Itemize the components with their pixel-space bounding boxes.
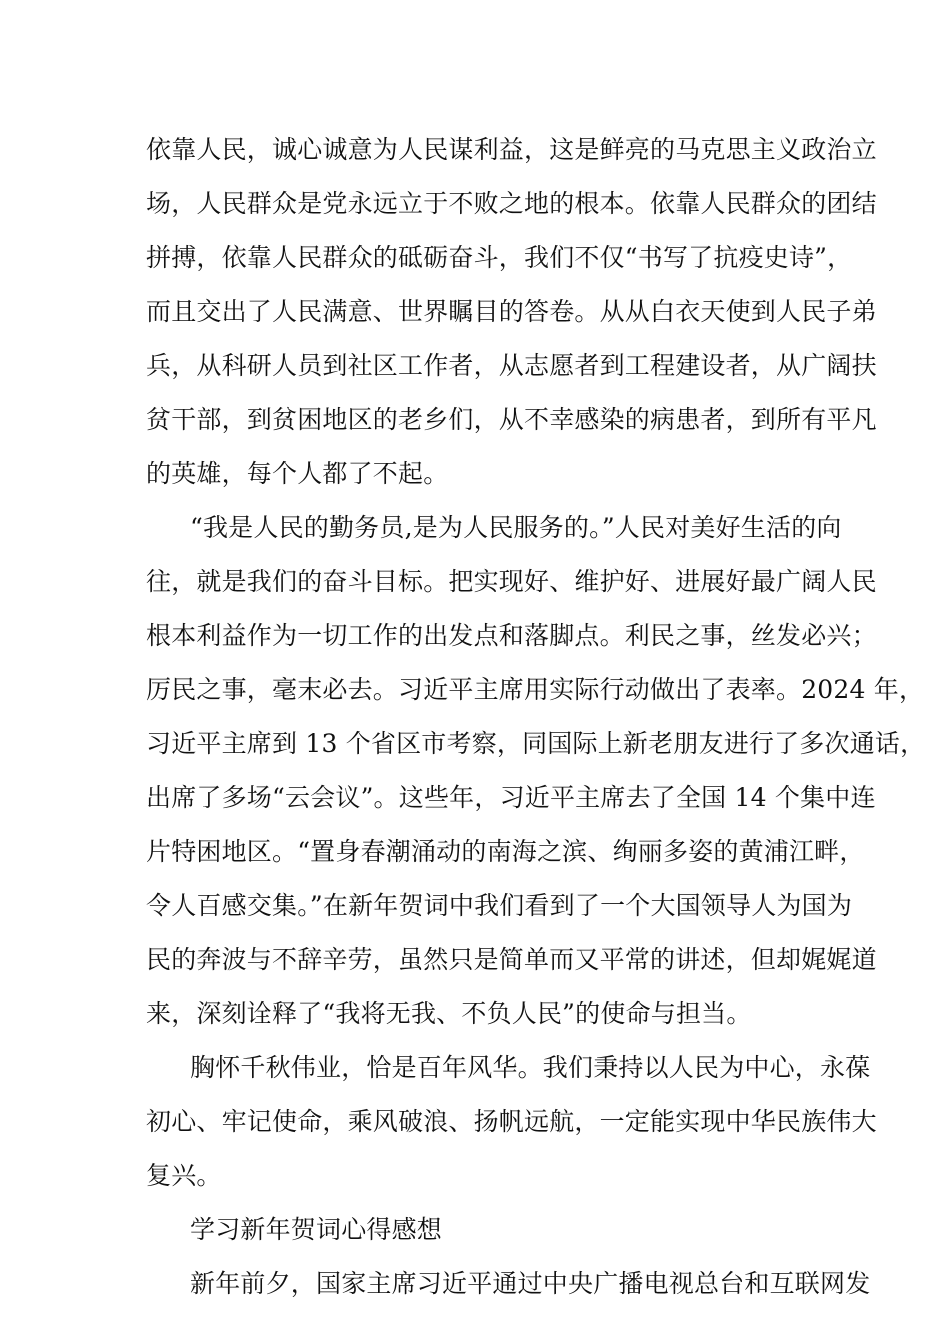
text-line: 厉民之事，毫末必去。习近平主席用实际行动做出了表率。2024 年， (146, 675, 925, 704)
text-line: 的英雄，每个人都了不起。 (146, 459, 449, 488)
text-line: 场，人民群众是党永远立于不败之地的根本。依靠人民群众的团结 (146, 189, 877, 218)
text-line: 习近平主席到 13 个省区市考察，同国际上新老朋友进行了多次通话， (146, 729, 926, 758)
text-line: 复兴。 (146, 1161, 222, 1190)
text-line: 兵，从科研人员到社区工作者，从志愿者到工程建设者，从广阔扶 (146, 351, 877, 380)
body-text (146, 130, 926, 1318)
text-line: 依靠人民，诚心诚意为人民谋利益，这是鲜亮的马克思主义政治立 (146, 135, 877, 164)
text-line: 初心、牢记使命，乘风破浪、扬帆远航，一定能实现中华民族伟大 (146, 1107, 877, 1136)
text-line: 而且交出了人民满意、世界瞩目的答卷。从从白衣天使到人民子弟 (146, 297, 877, 326)
text-line: 民的奔波与不辞辛劳，虽然只是简单而又平常的讲述，但却娓娓道 (146, 945, 877, 974)
text-line: 往，就是我们的奋斗目标。把实现好、维护好、进展好最广阔人民 (146, 567, 877, 596)
text-line: 来，深刻诠释了“我将无我、不负人民”的使命与担当。 (146, 999, 752, 1028)
text-line: 片特困地区。“置身春潮涌动的南海之滨、绚丽多姿的黄浦江畔， (146, 837, 865, 866)
paragraph-start-line: 新年前夕，国家主席习近平通过中央广播电视总台和互联网发 (190, 1269, 871, 1298)
paragraph-start-line: 胸怀千秋伟业，恰是百年风华。我们秉持以人民为中心，永葆 (190, 1053, 871, 1082)
text-line: 令人百感交集。”在新年贺词中我们看到了一个大国领导人为国为 (146, 891, 853, 920)
text-line: 出席了多场“云会议”。这些年，习近平主席去了全国 14 个集中连 (146, 783, 876, 812)
section-heading: 学习新年贺词心得感想 (190, 1215, 443, 1244)
text-line: 贫干部，到贫困地区的老乡们，从不幸感染的病患者，到所有平凡 (146, 405, 877, 434)
paragraph-start-line: “我是人民的勤务员,是为人民服务的。”人民对美好生活的向 (190, 513, 842, 542)
text-line: 拼搏，依靠人民群众的砥砺奋斗，我们不仅“书写了抗疫史诗”， (146, 243, 853, 272)
text-line: 根本利益作为一切工作的出发点和落脚点。利民之事，丝发必兴； (146, 621, 877, 650)
